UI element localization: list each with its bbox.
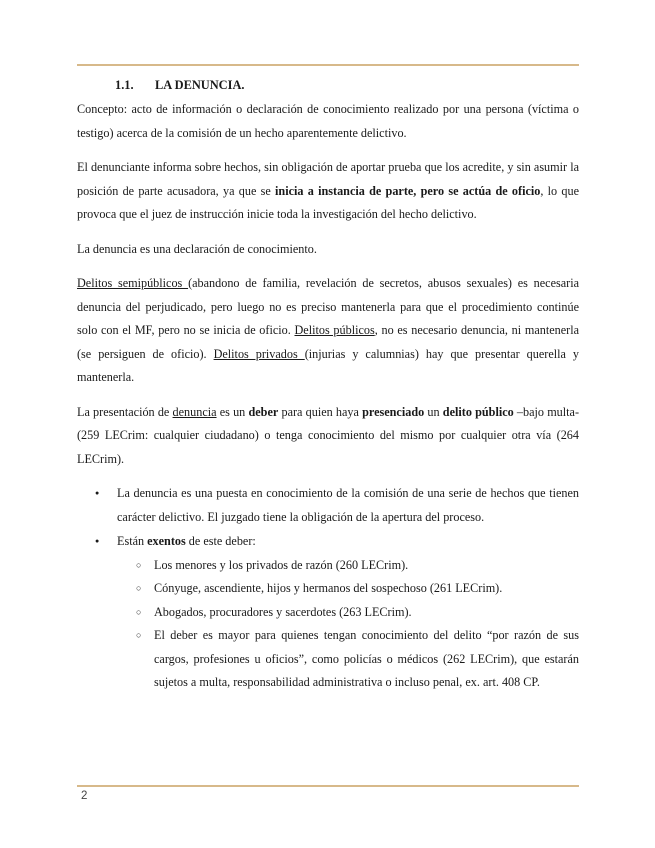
underline-denuncia: denuncia xyxy=(172,404,217,419)
paragraph-tipos-delitos xyxy=(77,272,579,390)
underline-delitos-publicos: Delitos públicos xyxy=(294,323,375,337)
paragraph-concepto: Concepto: acto de información o declaración de conocimiento realizado por una persona (víctima o testigo) acerca de la comisión de un hecho aparentemente delictivo. xyxy=(77,102,579,140)
list-item xyxy=(117,530,579,695)
sub-list-item: ○ Abogados, procuradores y sacerdotes (263 LECrim). xyxy=(154,601,579,625)
bold-inicia-instancia: inicia a instancia de parte, pero se actúa de oficio xyxy=(275,183,541,198)
page-content xyxy=(77,72,579,696)
list-item: ● La denuncia es una puesta en conocimiento de la comisión de una serie de hechos que tienen carácter delictivo. El juzgado tiene la obligación de la apertura del proceso. xyxy=(117,482,579,529)
presentacion-text-c: es un xyxy=(216,404,249,419)
paragraph-denunciante-text-c: , lo que provoca que el juez de instrucción inicie toda la investigación del hecho delictivo. xyxy=(77,183,580,221)
bold-exentos: exentos xyxy=(147,534,186,548)
exentos-text-a: Están xyxy=(117,534,148,548)
paragraph-presentacion xyxy=(77,401,579,472)
presentacion-text-a: La presentación de xyxy=(77,404,173,419)
sub-bullet-list xyxy=(117,554,579,695)
section-number: 1.1. xyxy=(115,78,134,92)
sub-list-item: ○ El deber es mayor para quienes tengan conocimiento del delito “por razón de sus cargos, profesiones u oficios”, como policías o médicos (262 LECrim), que estarán sujetos a multa, responsabilidad administrativa o incluso penal, ex. art. 408 CP. xyxy=(154,624,579,695)
bold-deber: deber xyxy=(248,404,279,419)
paragraph-declaracion: La denuncia es una declaración de conocimiento. xyxy=(77,241,317,256)
presentacion-text-g: un xyxy=(424,404,443,419)
header-rule xyxy=(77,64,579,66)
bold-delito-publico: delito público xyxy=(442,404,514,419)
footer-rule xyxy=(77,785,579,787)
underline-delitos-semipublicos: Delitos semipúblicos xyxy=(77,276,189,290)
presentacion-text-e: para quien haya xyxy=(278,404,363,419)
exentos-text-c: de este deber: xyxy=(185,534,256,548)
sub-list-item: ○ Los menores y los privados de razón (260 LECrim). xyxy=(154,554,579,578)
underline-delitos-privados: Delitos privados xyxy=(213,346,305,361)
section-heading xyxy=(77,72,579,98)
text-privados: (injurias y calumnias) hay que presentar querella y mantenerla. xyxy=(77,346,579,384)
text-publicos: , no es necesario denuncia, ni mantenerla (se persiguen de oficio). xyxy=(77,323,579,361)
text-semipublicos: (abandono de familia, revelación de secretos, abusos sexuales) es necesaria denuncia del perjudicado, pero luego no es preciso mantenerla para que el procedimiento continúe solo con el MF, pero no se inicia de oficio. xyxy=(77,276,580,337)
page-number: 2 xyxy=(81,790,88,802)
paragraph-denunciante xyxy=(77,156,579,227)
paragraph-denunciante-text-a: El denunciante informa sobre hechos, sin obligación de aportar prueba que los acredite, y sin asumir la posición de parte acusadora, ya que se xyxy=(77,160,579,198)
bullet-list xyxy=(77,482,579,695)
bold-presenciado: presenciado xyxy=(362,404,425,419)
section-title: LA DENUNCIA. xyxy=(155,78,245,92)
presentacion-text-i: –bajo multa- (259 LECrim: cualquier ciudadano) o tenga conocimiento del mismo por cualquier otra vía (264 LECrim). xyxy=(77,404,580,466)
sub-list-item: ○ Cónyuge, ascendiente, hijos y hermanos del sospechoso (261 LECrim). xyxy=(154,577,579,601)
